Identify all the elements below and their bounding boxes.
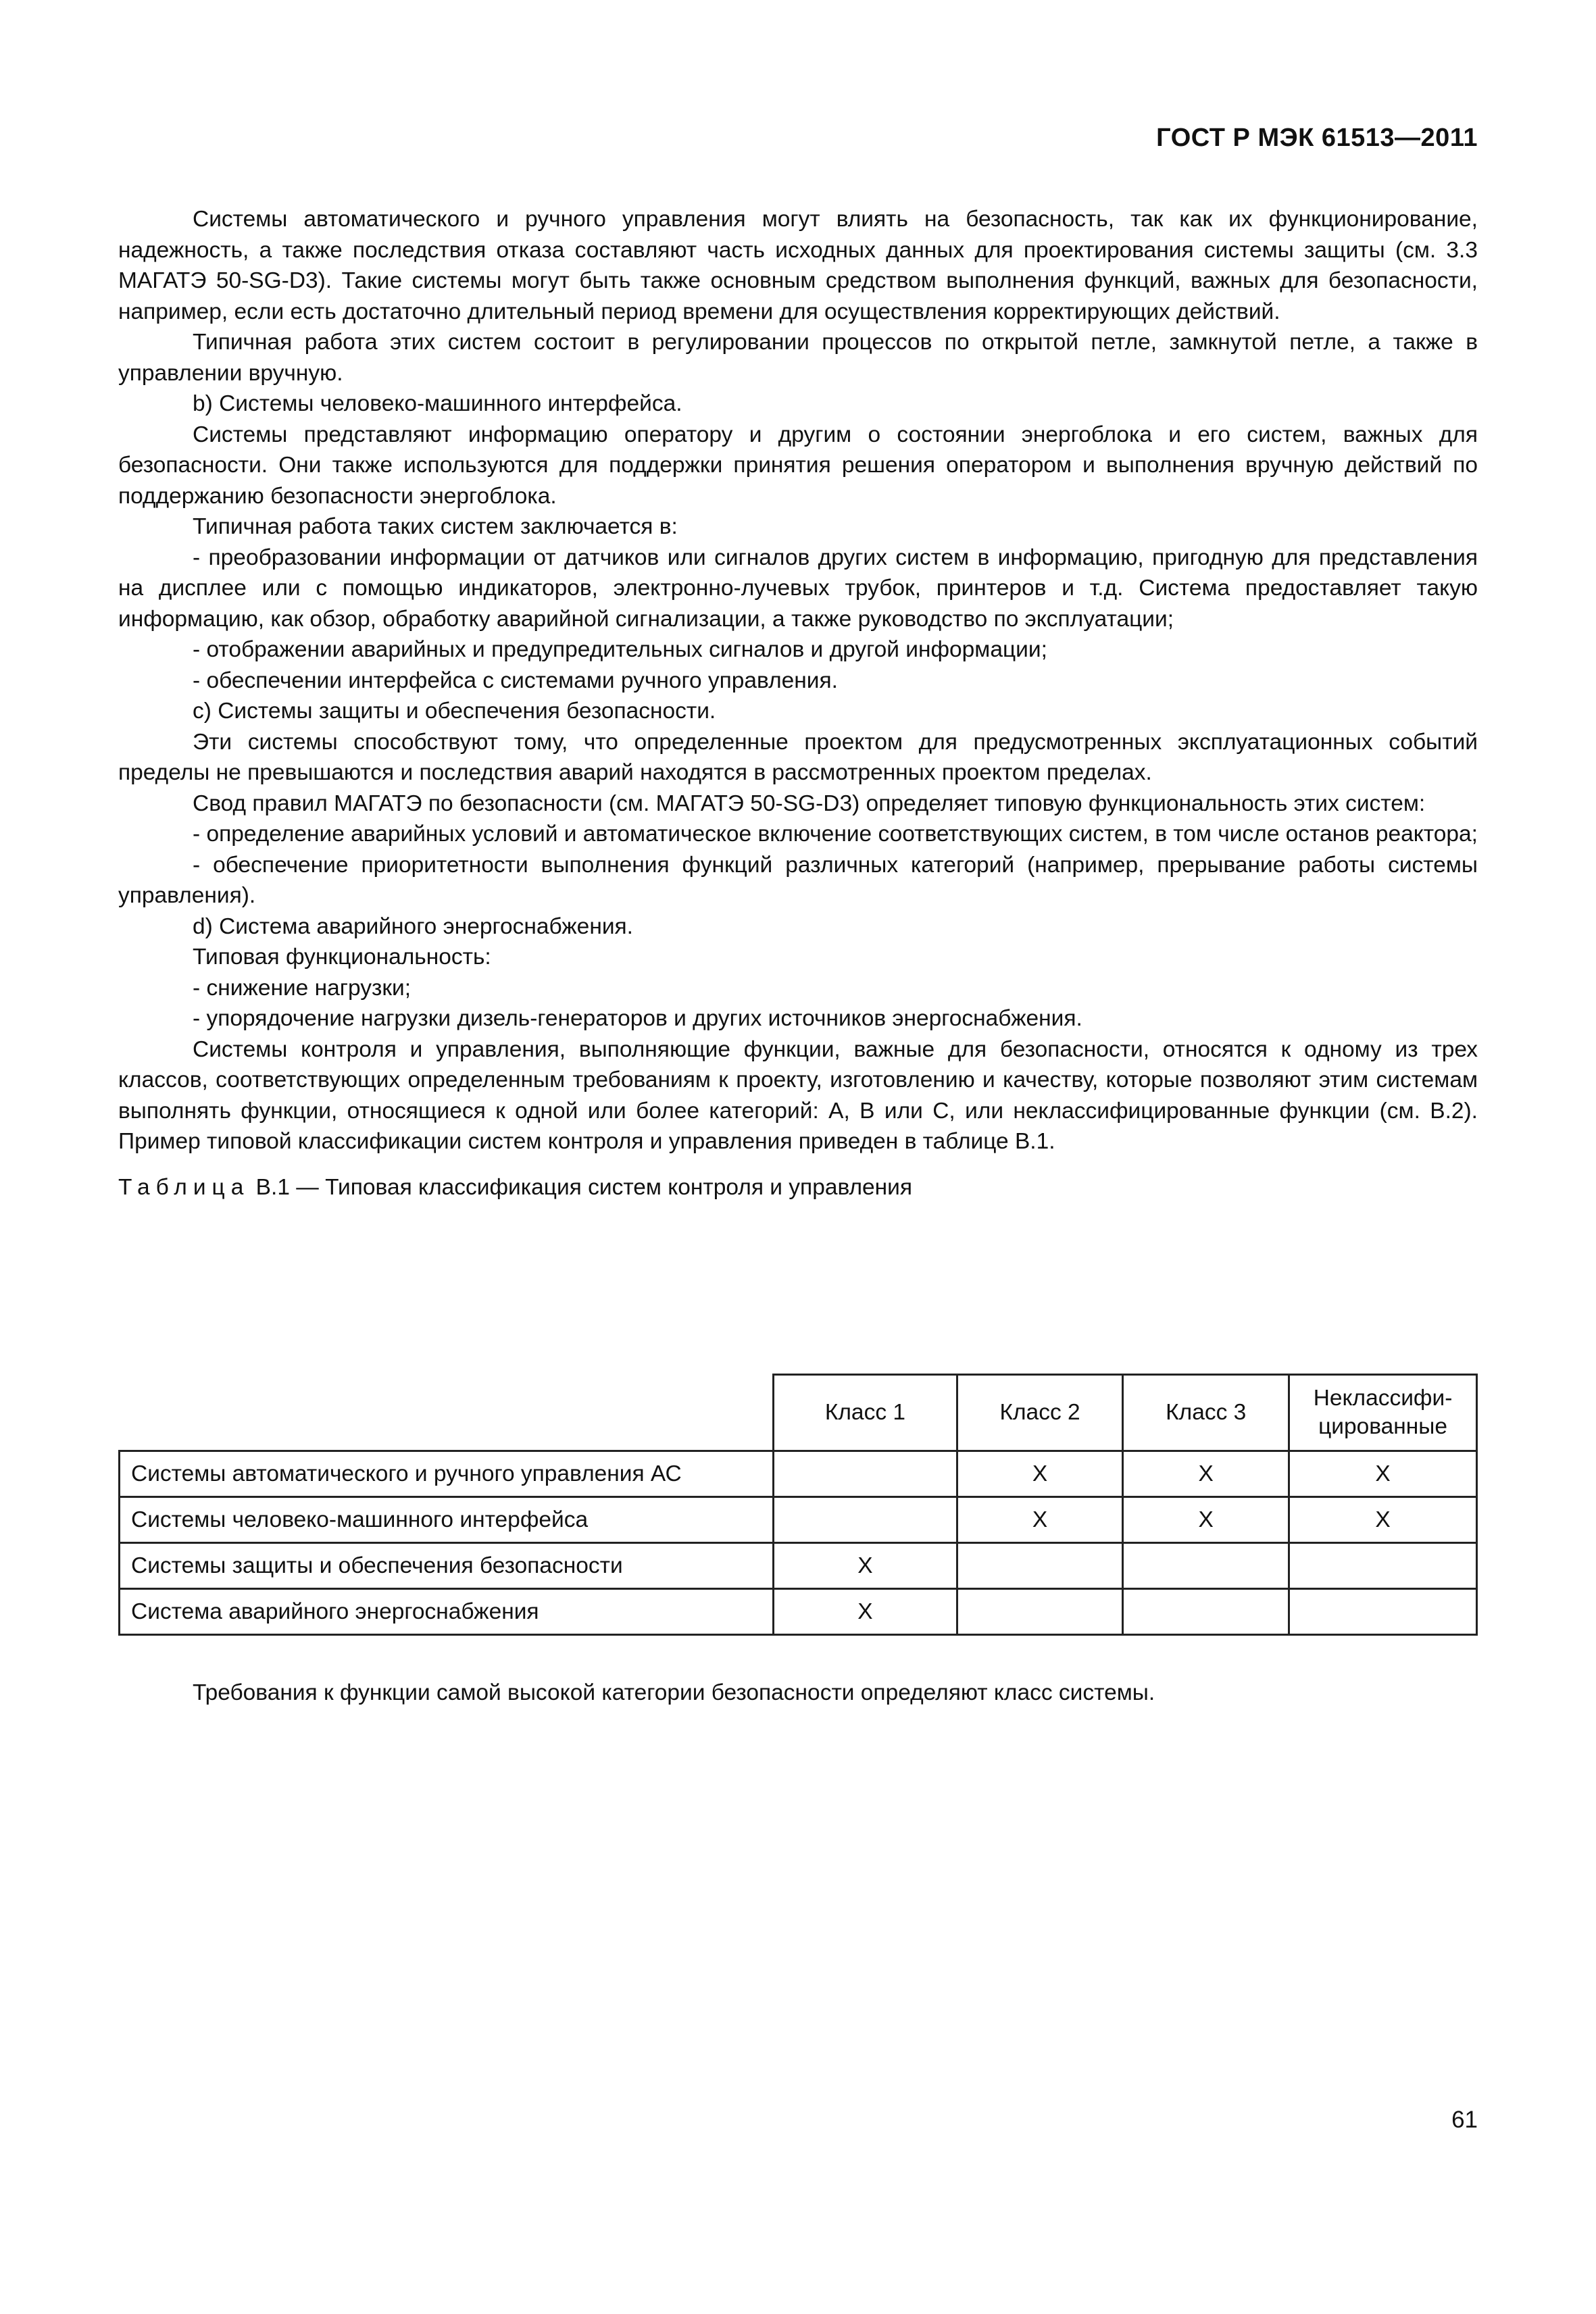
- table-row: [120, 1543, 1477, 1589]
- row-label: Системы защиты и обеспечения безопасности: [120, 1543, 774, 1589]
- row-label: Системы автоматического и ручного управления АС: [120, 1451, 774, 1497]
- list-item: - преобразовании информации от датчиков или сигналов других систем в информацию, пригодную для представления на дисплее или с помощью индикаторов, электронно-лучевых трубок, принтеров и т.д. Система предоставляет такую информацию, как обзор, обработку аварийной сигнализации, а также руководство по эксплуатации;: [118, 545, 1478, 632]
- table-row: [120, 1589, 1477, 1635]
- paragraph: Эти системы способствуют тому, что определенные проектом для предусмотренных эксплуатационных событий пределы не превышаются и последствия аварий находятся в рассмотренных проектом пределах.: [118, 729, 1478, 785]
- row-label: Системы человеко-машинного интерфейса: [120, 1497, 774, 1543]
- list-heading: b) Системы человеко-машинного интерфейса.: [193, 391, 682, 416]
- table-cell: X: [1289, 1451, 1477, 1497]
- column-header: Класс 2: [957, 1375, 1123, 1451]
- list-item: - отображении аварийных и предупредительных сигналов и другой информации;: [193, 637, 1047, 662]
- list-heading: c) Системы защиты и обеспечения безопасности.: [193, 699, 716, 724]
- paragraph: Системы автоматического и ручного управления могут влиять на безопасность, так как их функционирование, надежность, а также последствия отказа составляют часть исходных данных для проектирования системы защиты (см. 3.3 МАГАТЭ 50-SG-D3). Такие системы могут быть также основным средством выполнения функций, важных для безопасности, например, если есть достаточно длительный период времени для осуществления корректирующих действий.: [118, 207, 1478, 324]
- table-corner-cell: [120, 1375, 774, 1451]
- table-header-row: [120, 1375, 1477, 1451]
- paragraph: Типичная работа этих систем состоит в регулировании процессов по открытой петле, замкнутой петле, а также в управлении вручную.: [118, 330, 1478, 386]
- table-caption-text: В.1 — Типовая классификация систем контроля и управления: [249, 1174, 913, 1200]
- list-item: - определение аварийных условий и автоматическое включение соответствующих систем, в том числе останов реактора;: [193, 822, 1478, 847]
- table-cell: X: [1289, 1497, 1477, 1543]
- paragraph: Свод правил МАГАТЭ по безопасности (см. МАГАТЭ 50-SG-D3) определяет типовую функциональность этих систем:: [193, 790, 1426, 816]
- table-cell: [957, 1589, 1123, 1635]
- paragraph: Типичная работа таких систем заключается в:: [193, 514, 678, 539]
- paragraph: Системы представляют информацию оператору и другим о состоянии энергоблока и его систем, важных для безопасности. Они также используются для поддержки принятия решения оператором и выполнения вручную действий по поддержанию безопасности энергоблока.: [118, 422, 1478, 509]
- table-cell: [1123, 1589, 1289, 1635]
- table-row: [120, 1497, 1477, 1543]
- document-code-header: ГОСТ Р МЭК 61513—2011: [1156, 124, 1478, 152]
- table-cell: [774, 1497, 957, 1543]
- classification-table: [118, 1374, 1478, 1636]
- paragraph: Типовая функциональность:: [193, 945, 491, 970]
- table-cell: [774, 1451, 957, 1497]
- row-label: Система аварийного энергоснабжения: [120, 1589, 774, 1635]
- table-cell: [957, 1543, 1123, 1589]
- table-cell: X: [957, 1451, 1123, 1497]
- table-caption-word: Таблица: [118, 1174, 250, 1200]
- table-cell: X: [1123, 1451, 1289, 1497]
- list-item: - снижение нагрузки;: [193, 975, 412, 1001]
- body-text: [118, 204, 1478, 1203]
- list-item: - упорядочение нагрузки дизель-генераторов и других источников энергоснабжения.: [193, 1006, 1082, 1031]
- table-caption: [118, 1172, 1478, 1203]
- table-row: [120, 1451, 1477, 1497]
- table-cell: [1289, 1589, 1477, 1635]
- list-item: - обеспечении интерфейса с системами ручного управления.: [193, 668, 838, 693]
- table-cell: X: [957, 1497, 1123, 1543]
- column-header: Класс 3: [1123, 1375, 1289, 1451]
- list-item: - обеспечение приоритетности выполнения функций различных категорий (например, прерывание работы системы управления).: [118, 852, 1478, 908]
- table-cell: X: [774, 1543, 957, 1589]
- paragraph: Системы контроля и управления, выполняющие функции, важные для безопасности, относятся к одному из трех классов, соответствующих определенным требованиям к проекту, изготовлению и качеству, которые позволяют этим системам выполнять функции, относящиеся к одной или более категорий: А, В или С, или неклассифицированные функции (см. В.2). Пример типовой классификации систем контроля и управления приведен в таблице В.1.: [118, 1036, 1478, 1154]
- column-header: Неклассифи- цированные: [1289, 1375, 1477, 1451]
- page-number: 61: [1451, 2107, 1478, 2133]
- table-cell: [1289, 1543, 1477, 1589]
- paragraph-after-table: Требования к функции самой высокой категории безопасности определяют класс системы.: [193, 1680, 1155, 1705]
- column-header: Класс 1: [774, 1375, 957, 1451]
- list-heading: d) Система аварийного энергоснабжения.: [193, 913, 633, 939]
- table-cell: X: [1123, 1497, 1289, 1543]
- table-cell: [1123, 1543, 1289, 1589]
- table-cell: X: [774, 1589, 957, 1635]
